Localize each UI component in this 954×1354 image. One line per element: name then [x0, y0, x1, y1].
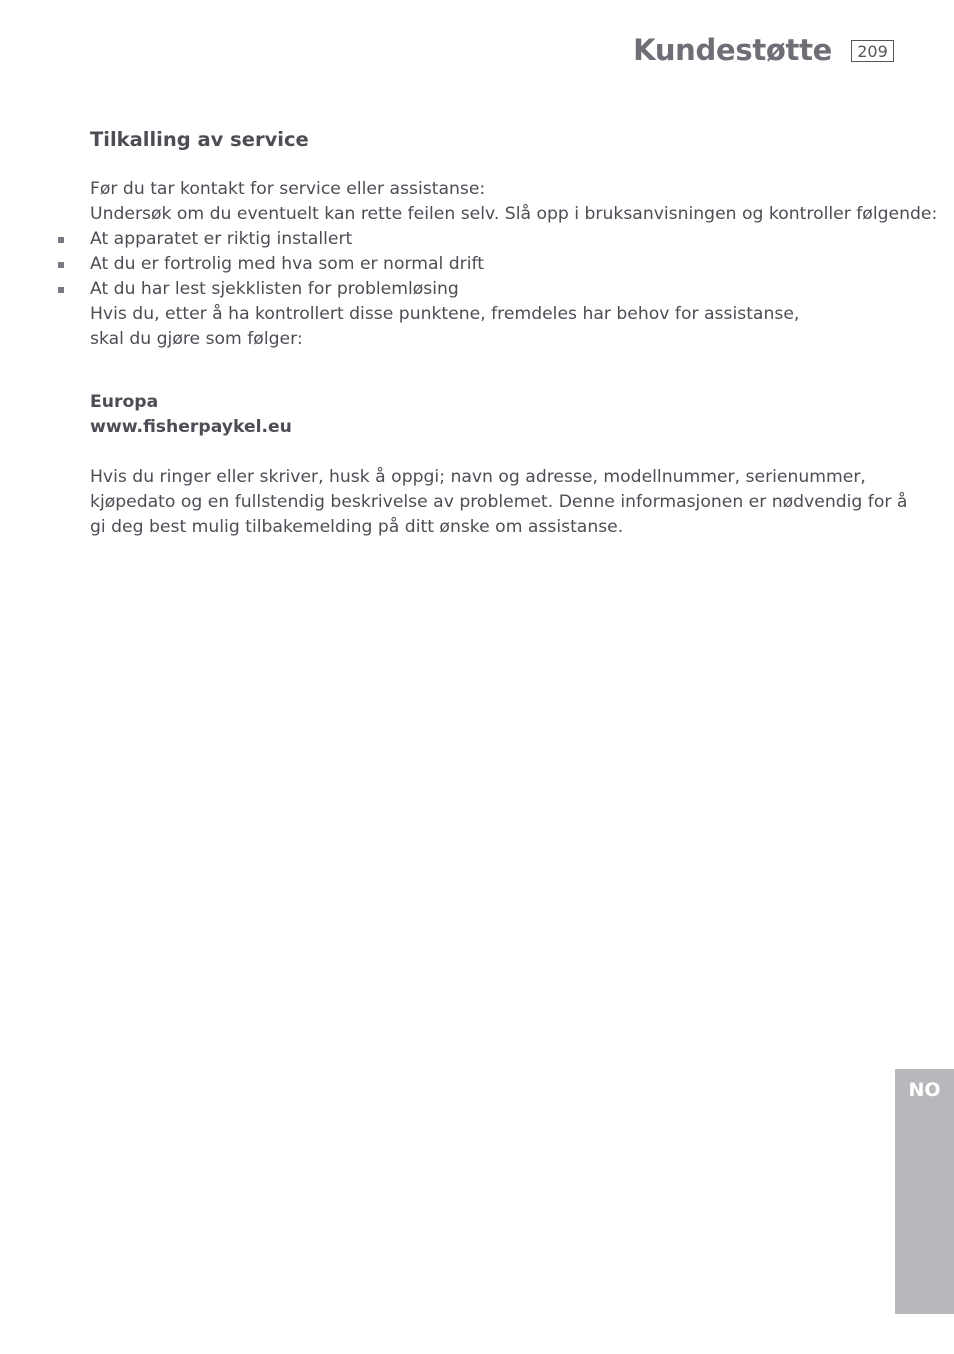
- square-bullet-icon: [58, 262, 64, 268]
- main-content: [90, 127, 938, 540]
- spacer: [90, 153, 910, 177]
- page-number: 209: [851, 40, 894, 62]
- intro-line: Undersøk om du eventuelt kan rette feilen selv. Slå opp i bruksanvisningen og kontroller følgende:: [90, 204, 938, 224]
- intro-line: Før du tar kontakt for service eller assistanse:: [90, 179, 486, 199]
- square-bullet-icon: [58, 237, 64, 243]
- region-label: Europa: [90, 392, 159, 412]
- followup-line: Hvis du, etter å ha kontrollert disse punktene, fremdeles har behov for assistanse,: [90, 304, 800, 324]
- list-item: [90, 277, 910, 302]
- closing-line: Hvis du ringer eller skriver, husk å oppgi; navn og adresse, modellnummer, serienummer,: [90, 467, 866, 487]
- section-heading: Tilkalling av service: [90, 128, 309, 151]
- spacer: [90, 352, 910, 390]
- closing-line: gi deg best mulig tilbakemelding på ditt ønske om assistanse.: [90, 517, 624, 537]
- page-title: Kundestøtte: [633, 33, 832, 67]
- list-item-text: At du har lest sjekklisten for problemløsing: [90, 279, 459, 299]
- square-bullet-icon: [58, 287, 64, 293]
- closing-line: kjøpedato og en fullstendig beskrivelse av problemet. Denne informasjonen er nødvendig for å: [90, 492, 908, 512]
- list-item: [90, 227, 910, 252]
- website-link[interactable]: www.fisherpaykel.eu: [90, 417, 292, 437]
- list-item: [90, 252, 910, 277]
- list-item-text: At du er fortrolig med hva som er normal drift: [90, 254, 484, 274]
- followup-line: skal du gjøre som følger:: [90, 329, 303, 349]
- spacer: [90, 440, 910, 465]
- list-item-text: At apparatet er riktig installert: [90, 229, 353, 249]
- checklist: [90, 227, 910, 302]
- language-tab-label: NO: [908, 1079, 941, 1101]
- language-tab: [895, 1069, 954, 1314]
